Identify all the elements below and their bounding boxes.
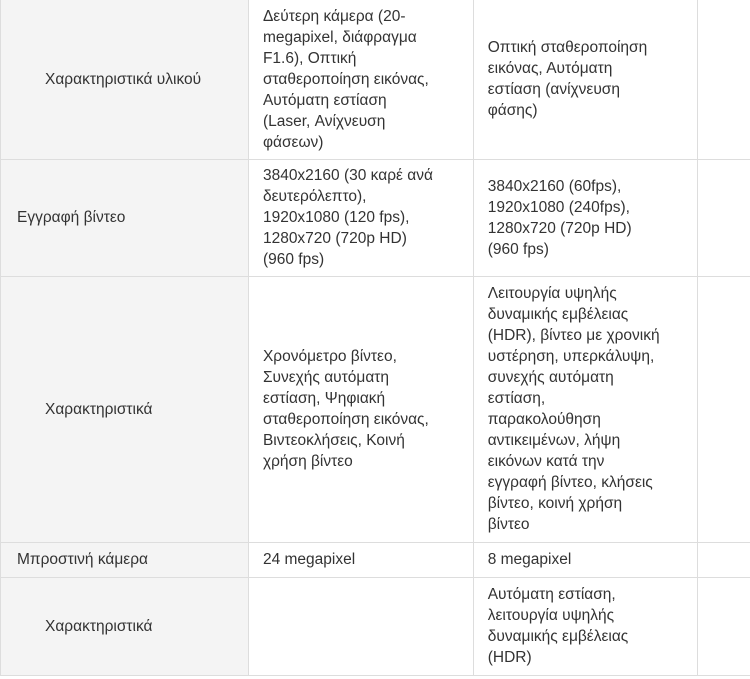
cell-value: 3840x2160 (60fps), 1920x1080 (240fps), 1280x720 (720p HD) (960 fps) bbox=[487, 177, 632, 258]
row-label: Χαρακτηριστικά bbox=[45, 617, 153, 635]
cell-value: 24 megapixel bbox=[262, 551, 356, 568]
table-row bbox=[1, 0, 750, 159]
cell-value: 8 megapixel bbox=[487, 551, 572, 568]
value-cell-device-1 bbox=[248, 542, 473, 577]
row-label-cell bbox=[1, 276, 249, 542]
cell-value: Δεύτερη κάμερα (20- megapixel, διάφραγμα F1.6), Οπτική σταθεροποίηση εικόνας, Αυτόματη εστίαση (Laser, Ανίχνευση φάσεων) bbox=[262, 7, 429, 151]
cell-value: Αυτόματη εστίαση, λειτουργία υψηλής δυναμικής εμβέλειας (HDR) bbox=[487, 586, 629, 666]
row-label-cell bbox=[1, 577, 249, 675]
value-cell-device-1 bbox=[248, 0, 473, 159]
empty-cell bbox=[698, 0, 750, 159]
value-cell-device-1 bbox=[248, 276, 473, 542]
value-cell-device-2 bbox=[473, 577, 698, 675]
value-cell-device-2 bbox=[473, 159, 698, 276]
row-label: Μπροστινή κάμερα bbox=[17, 551, 148, 568]
value-cell-device-1 bbox=[248, 577, 473, 675]
value-cell-device-2 bbox=[473, 276, 698, 542]
row-label: Εγγραφή βίντεο bbox=[17, 209, 126, 226]
cell-value: Οπτική σταθεροποίηση εικόνας, Αυτόματη εστίαση (ανίχνευση φάσης) bbox=[487, 39, 648, 120]
table-row bbox=[1, 577, 750, 675]
row-label: Χαρακτηριστικά bbox=[45, 400, 153, 418]
cell-value: Λειτουργία υψηλής δυναμικής εμβέλειας (HDR), βίντεο με χρονική υστέρηση, υπερκάλυψη, συνεχής αυτόματη εστίαση, παρακολούθηση αντικειμένων, λήψη εικόνων κατά την εγγραφή βίντεο, κλήσεις βίντεο, κοινή χρήση βίντεο bbox=[487, 285, 660, 533]
row-label: Χαρακτηριστικά υλικού bbox=[45, 70, 202, 88]
empty-cell bbox=[698, 577, 750, 675]
value-cell-device-1 bbox=[248, 159, 473, 276]
empty-cell bbox=[698, 542, 750, 577]
value-cell-device-2 bbox=[473, 0, 698, 159]
empty-cell bbox=[698, 276, 750, 542]
empty-cell bbox=[698, 159, 750, 276]
cell-value: Χρονόμετρο βίντεο, Συνεχής αυτόματη εστίαση, Ψηφιακή σταθεροποίηση εικόνας, Βιντεοκλήσεις, Κοινή χρήση βίντεο bbox=[262, 348, 429, 470]
row-label-cell bbox=[1, 159, 249, 276]
table-row bbox=[1, 542, 750, 577]
cell-value: 3840x2160 (30 καρέ ανά δευτερόλεπτο), 1920x1080 (120 fps), 1280x720 (720p HD) (960 fps) bbox=[262, 167, 433, 268]
value-cell-device-2 bbox=[473, 542, 698, 577]
table-row bbox=[1, 276, 750, 542]
row-label-cell bbox=[1, 0, 249, 159]
row-label-cell bbox=[1, 542, 249, 577]
table-row bbox=[1, 159, 750, 276]
